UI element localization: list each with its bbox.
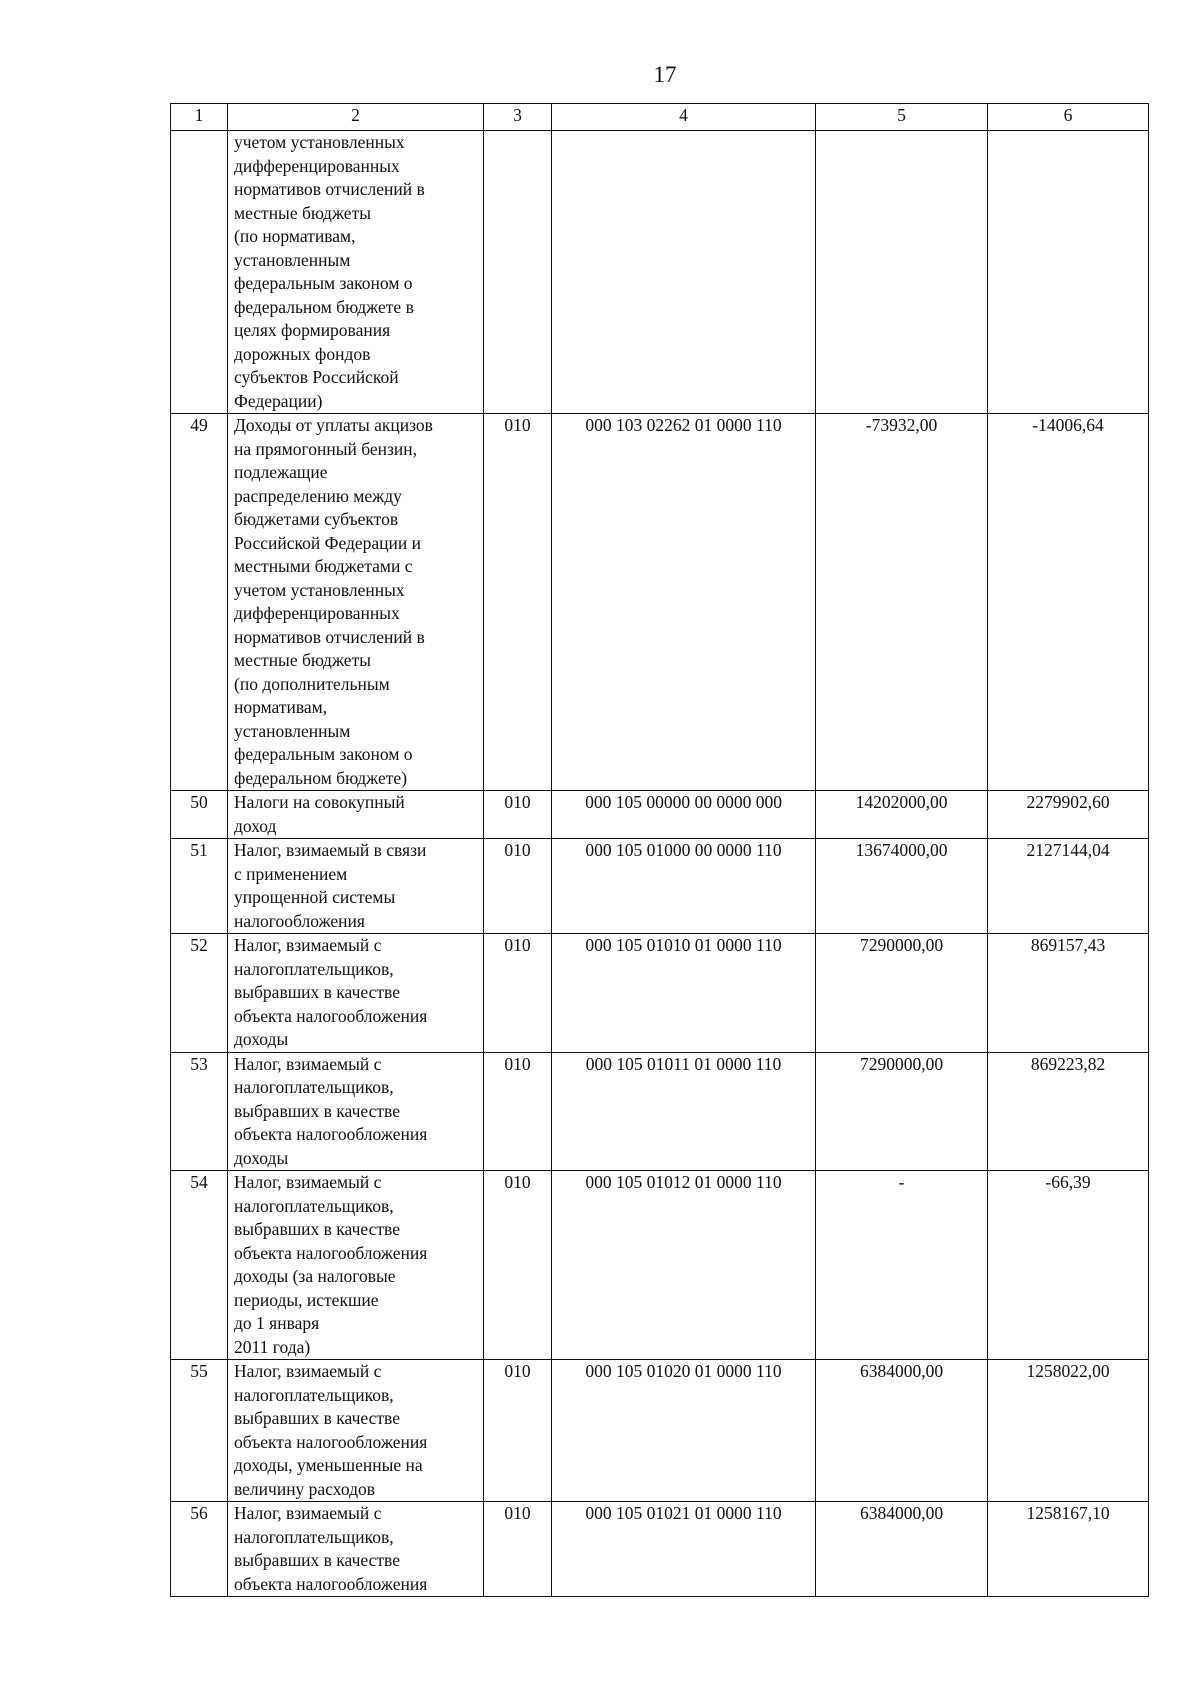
table-body xyxy=(171,131,1149,1597)
income-name-line: дифференцированных xyxy=(234,155,400,176)
column-header: 1 xyxy=(171,104,228,131)
admin-code-cell: 010 xyxy=(484,1502,552,1597)
income-name-cell xyxy=(228,131,484,414)
income-name-line: выбравших в качестве xyxy=(234,1408,400,1428)
income-name-line: с применением xyxy=(234,863,348,884)
income-name-line: учетом установленных xyxy=(234,579,405,600)
income-name-line: Налог, взимаемый с xyxy=(234,1361,382,1381)
income-name-line: подлежащие xyxy=(234,462,328,482)
income-name-line: Доходы от уплаты акцизов xyxy=(234,415,433,435)
income-name-line: нормативов отчислений в xyxy=(234,179,425,199)
row-number-cell: 56 xyxy=(171,1502,228,1597)
actual-amount-cell: 2279902,60 xyxy=(988,791,1149,839)
income-name-line: установленным xyxy=(234,720,351,741)
income-name-line: выбравших в качестве xyxy=(234,1219,400,1239)
budget-code-cell: 000 105 01011 01 0000 110 xyxy=(552,1052,816,1171)
income-name-line: налогоплательщиков, xyxy=(234,958,394,979)
column-header: 4 xyxy=(552,104,816,131)
income-name-line: налогообложения xyxy=(234,910,365,931)
income-name-line: Налог, взимаемый с xyxy=(234,1053,382,1074)
planned-amount-cell: 7290000,00 xyxy=(816,934,988,1053)
actual-amount-cell: -66,39 xyxy=(988,1171,1149,1360)
planned-amount-cell: - xyxy=(816,1171,988,1360)
income-name-line: доходы, уменьшенные на xyxy=(234,1455,423,1475)
row-number-cell: 52 xyxy=(171,934,228,1053)
income-name-line: дифференцированных xyxy=(234,603,400,623)
row-number-cell: 51 xyxy=(171,839,228,934)
income-name-line: доходы xyxy=(234,1147,289,1168)
income-name-line: федеральном бюджете в xyxy=(234,296,414,317)
income-name-cell xyxy=(228,934,484,1053)
income-name-cell xyxy=(228,839,484,934)
income-name-line: налогоплательщиков, xyxy=(234,1384,394,1405)
planned-amount-cell: 6384000,00 xyxy=(816,1502,988,1597)
income-name-line: Налог, взимаемый с xyxy=(234,1172,382,1192)
table-row xyxy=(171,791,1149,839)
actual-amount-cell: 869223,82 xyxy=(988,1052,1149,1171)
income-name-cell xyxy=(228,1171,484,1360)
income-name-line: Налог, взимаемый в связи xyxy=(234,840,427,860)
planned-amount-cell: 13674000,00 xyxy=(816,839,988,934)
income-name-line: объекта налогообложения xyxy=(234,1005,428,1026)
table-row xyxy=(171,131,1149,414)
income-name-line: Налоги на совокупный xyxy=(234,792,405,812)
budget-code-cell: 000 105 01010 01 0000 110 xyxy=(552,934,816,1053)
income-name-line: налогоплательщиков, xyxy=(234,1195,394,1216)
income-name-line: выбравших в качестве xyxy=(234,982,400,1002)
budget-code-cell: 000 105 01020 01 0000 110 xyxy=(552,1360,816,1502)
actual-amount-cell: 869157,43 xyxy=(988,934,1149,1053)
actual-amount-cell: 1258167,10 xyxy=(988,1502,1149,1597)
admin-code-cell xyxy=(484,131,552,414)
income-name-line: Российской Федерации и xyxy=(234,532,422,553)
income-name-line: налогоплательщиков, xyxy=(234,1077,394,1097)
table-row xyxy=(171,414,1149,791)
table-row xyxy=(171,1502,1149,1597)
header-row xyxy=(171,104,1149,131)
income-name-line: учетом установленных xyxy=(234,132,405,152)
budget-code-cell: 000 105 00000 00 0000 000 xyxy=(552,791,816,839)
column-header: 6 xyxy=(988,104,1149,131)
admin-code-cell: 010 xyxy=(484,839,552,934)
income-name-line: федеральном бюджете) xyxy=(234,767,408,788)
income-name-line: бюджетами субъектов xyxy=(234,509,399,529)
planned-amount-cell: 6384000,00 xyxy=(816,1360,988,1502)
income-name-line: на прямогонный бензин, xyxy=(234,438,418,459)
row-number-cell: 53 xyxy=(171,1052,228,1171)
income-name-cell xyxy=(228,1502,484,1597)
income-name-line: периоды, истекшие xyxy=(234,1289,379,1310)
income-name-line: местные бюджеты xyxy=(234,202,371,223)
planned-amount-cell: 7290000,00 xyxy=(816,1052,988,1171)
budget-code-cell: 000 105 01012 01 0000 110 xyxy=(552,1171,816,1360)
income-name-line: субъектов Российской xyxy=(234,367,399,387)
table-row xyxy=(171,1171,1149,1360)
row-number-cell: 49 xyxy=(171,414,228,791)
admin-code-cell: 010 xyxy=(484,1171,552,1360)
income-name-line: установленным xyxy=(234,249,351,270)
income-name-line: распределению между xyxy=(234,485,402,506)
table-row xyxy=(171,1052,1149,1171)
income-name-line: федеральным законом о xyxy=(234,273,413,293)
page-number: 17 xyxy=(653,62,677,87)
income-name-line: Федерации) xyxy=(234,390,323,411)
budget-table xyxy=(170,103,1149,1597)
actual-amount-cell xyxy=(988,131,1149,414)
income-name-cell xyxy=(228,414,484,791)
actual-amount-cell: 2127144,04 xyxy=(988,839,1149,934)
admin-code-cell: 010 xyxy=(484,1360,552,1502)
income-name-cell xyxy=(228,1052,484,1171)
row-number-cell: 54 xyxy=(171,1171,228,1360)
income-name-line: Налог, взимаемый с xyxy=(234,1503,382,1523)
income-name-line: дорожных фондов xyxy=(234,343,371,364)
income-name-line: выбравших в качестве xyxy=(234,1100,400,1121)
income-name-cell xyxy=(228,791,484,839)
income-name-line: упрощенной системы xyxy=(234,887,396,907)
admin-code-cell: 010 xyxy=(484,414,552,791)
income-name-line: объекта налогообложения xyxy=(234,1124,428,1144)
income-name-line: величину расходов xyxy=(234,1478,375,1499)
planned-amount-cell xyxy=(816,131,988,414)
budget-code-cell xyxy=(552,131,816,414)
actual-amount-cell: 1258022,00 xyxy=(988,1360,1149,1502)
income-name-line: доходы xyxy=(234,1029,289,1049)
admin-code-cell: 010 xyxy=(484,1052,552,1171)
income-name-cell xyxy=(228,1360,484,1502)
row-number-cell: 50 xyxy=(171,791,228,839)
income-name-line: целях формирования xyxy=(234,320,391,340)
actual-amount-cell: -14006,64 xyxy=(988,414,1149,791)
row-number-cell: 55 xyxy=(171,1360,228,1502)
income-name-line: (по дополнительным xyxy=(234,673,390,694)
income-name-line: федеральным законом о xyxy=(234,744,413,764)
income-name-line: местными бюджетами с xyxy=(234,556,413,576)
column-header: 3 xyxy=(484,104,552,131)
income-name-line: 2011 года) xyxy=(234,1336,311,1357)
income-name-line: объекта налогообложения xyxy=(234,1242,428,1263)
budget-code-cell: 000 105 01000 00 0000 110 xyxy=(552,839,816,934)
column-header: 2 xyxy=(228,104,484,131)
income-name-line: местные бюджеты xyxy=(234,650,371,670)
column-header: 5 xyxy=(816,104,988,131)
income-name-line: нормативов отчислений в xyxy=(234,626,425,647)
table-row xyxy=(171,839,1149,934)
planned-amount-cell: 14202000,00 xyxy=(816,791,988,839)
income-name-line: нормативам, xyxy=(234,697,328,717)
table-row xyxy=(171,1360,1149,1502)
income-name-line: объекта налогообложения xyxy=(234,1431,428,1452)
income-name-line: выбравших в качестве xyxy=(234,1550,400,1570)
admin-code-cell: 010 xyxy=(484,934,552,1053)
planned-amount-cell: -73932,00 xyxy=(816,414,988,791)
income-name-line: налогоплательщиков, xyxy=(234,1526,394,1547)
income-name-line: Налог, взимаемый с xyxy=(234,935,382,955)
income-name-line: (по нормативам, xyxy=(234,226,356,246)
income-name-line: доход xyxy=(234,815,277,836)
income-name-line: доходы (за налоговые xyxy=(234,1266,396,1286)
income-name-line: объекта налогообложения xyxy=(234,1573,428,1594)
income-name-line: до 1 января xyxy=(234,1313,320,1333)
admin-code-cell: 010 xyxy=(484,791,552,839)
row-number-cell xyxy=(171,131,228,414)
budget-code-cell: 000 103 02262 01 0000 110 xyxy=(552,414,816,791)
budget-code-cell: 000 105 01021 01 0000 110 xyxy=(552,1502,816,1597)
table-row xyxy=(171,934,1149,1053)
